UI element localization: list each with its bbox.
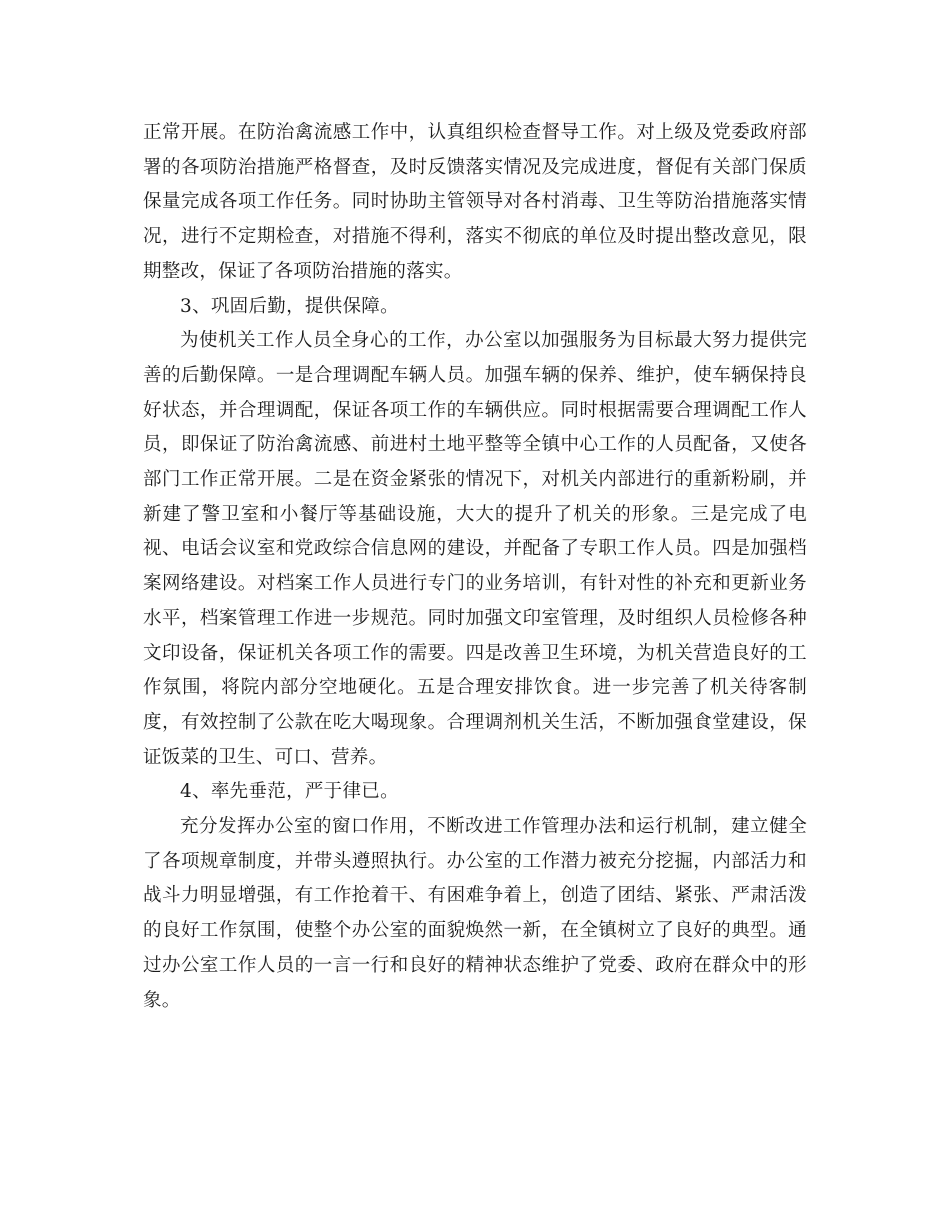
section-heading-self-discipline: 4、率先垂范，严于律已。	[180, 781, 399, 803]
paragraph-office-role: 充分发挥办公室的窗口作用，不断改进工作管理办法和运行机制，建立健全了各项规章制度，并带头遵照执行。办公室的工作潜力被充分挖掘，内部活力和战斗力明显增强，有工作抢着干、有困难争着上，创造了团结、紧张、严肃活泼的良好工作氛围，使整个办公室的面貌焕然一新，在全镇树立了良好的典型。通过办公室工作人员的一言一行和良好的精神状态维护了党委、政府在群众中的形象。	[143, 816, 807, 1011]
section-heading-logistics: 3、巩固后勤，提供保障。	[180, 295, 399, 317]
paragraph-prevention-work: 正常开展。在防治禽流感工作中，认真组织检查督导工作。对上级及党委政府部署的各项防治措施严格督查，及时反馈落实情况及完成进度，督促有关部门保质保量完成各项工作任务。同时协助主管领导对各村消毒、卫生等防治措施落实情况，进行不定期检查，对措施不得利，落实不彻底的单位及时提出整改意见，限期整改，保证了各项防治措施的落实。	[143, 122, 807, 282]
document-body	[143, 116, 807, 1018]
paragraph-logistics-support: 为使机关工作人员全身心的工作，办公室以加强服务为目标最大努力提供完善的后勤保障。一是合理调配车辆人员。加强车辆的保养、维护，使车辆保持良好状态，并合理调配，保证各项工作的车辆供应。同时根据需要合理调配工作人员，即保证了防治禽流感、前进村土地平整等全镇中心工作的人员配备，又使各部门工作正常开展。二是在资金紧张的情况下，对机关内部进行的重新粉刷，并新建了警卫室和小餐厅等基础设施，大大的提升了机关的形象。三是完成了电视、电话会议室和党政综合信息网的建设，并配备了专职工作人员。四是加强档案网络建设。对档案工作人员进行专门的业务培训，有针对性的补充和更新业务水平，档案管理工作进一步规范。同时加强文印室管理，及时组织人员检修各种文印设备，保证机关各项工作的需要。四是改善卫生环境，为机关营造良好的工作氛围，将院内部分空地硬化。五是合理安排饮食。进一步完善了机关待客制度，有效控制了公款在吃大喝现象。合理调剂机关生活，不断加强食堂建设，保证饭菜的卫生、可口、营养。	[143, 330, 807, 768]
